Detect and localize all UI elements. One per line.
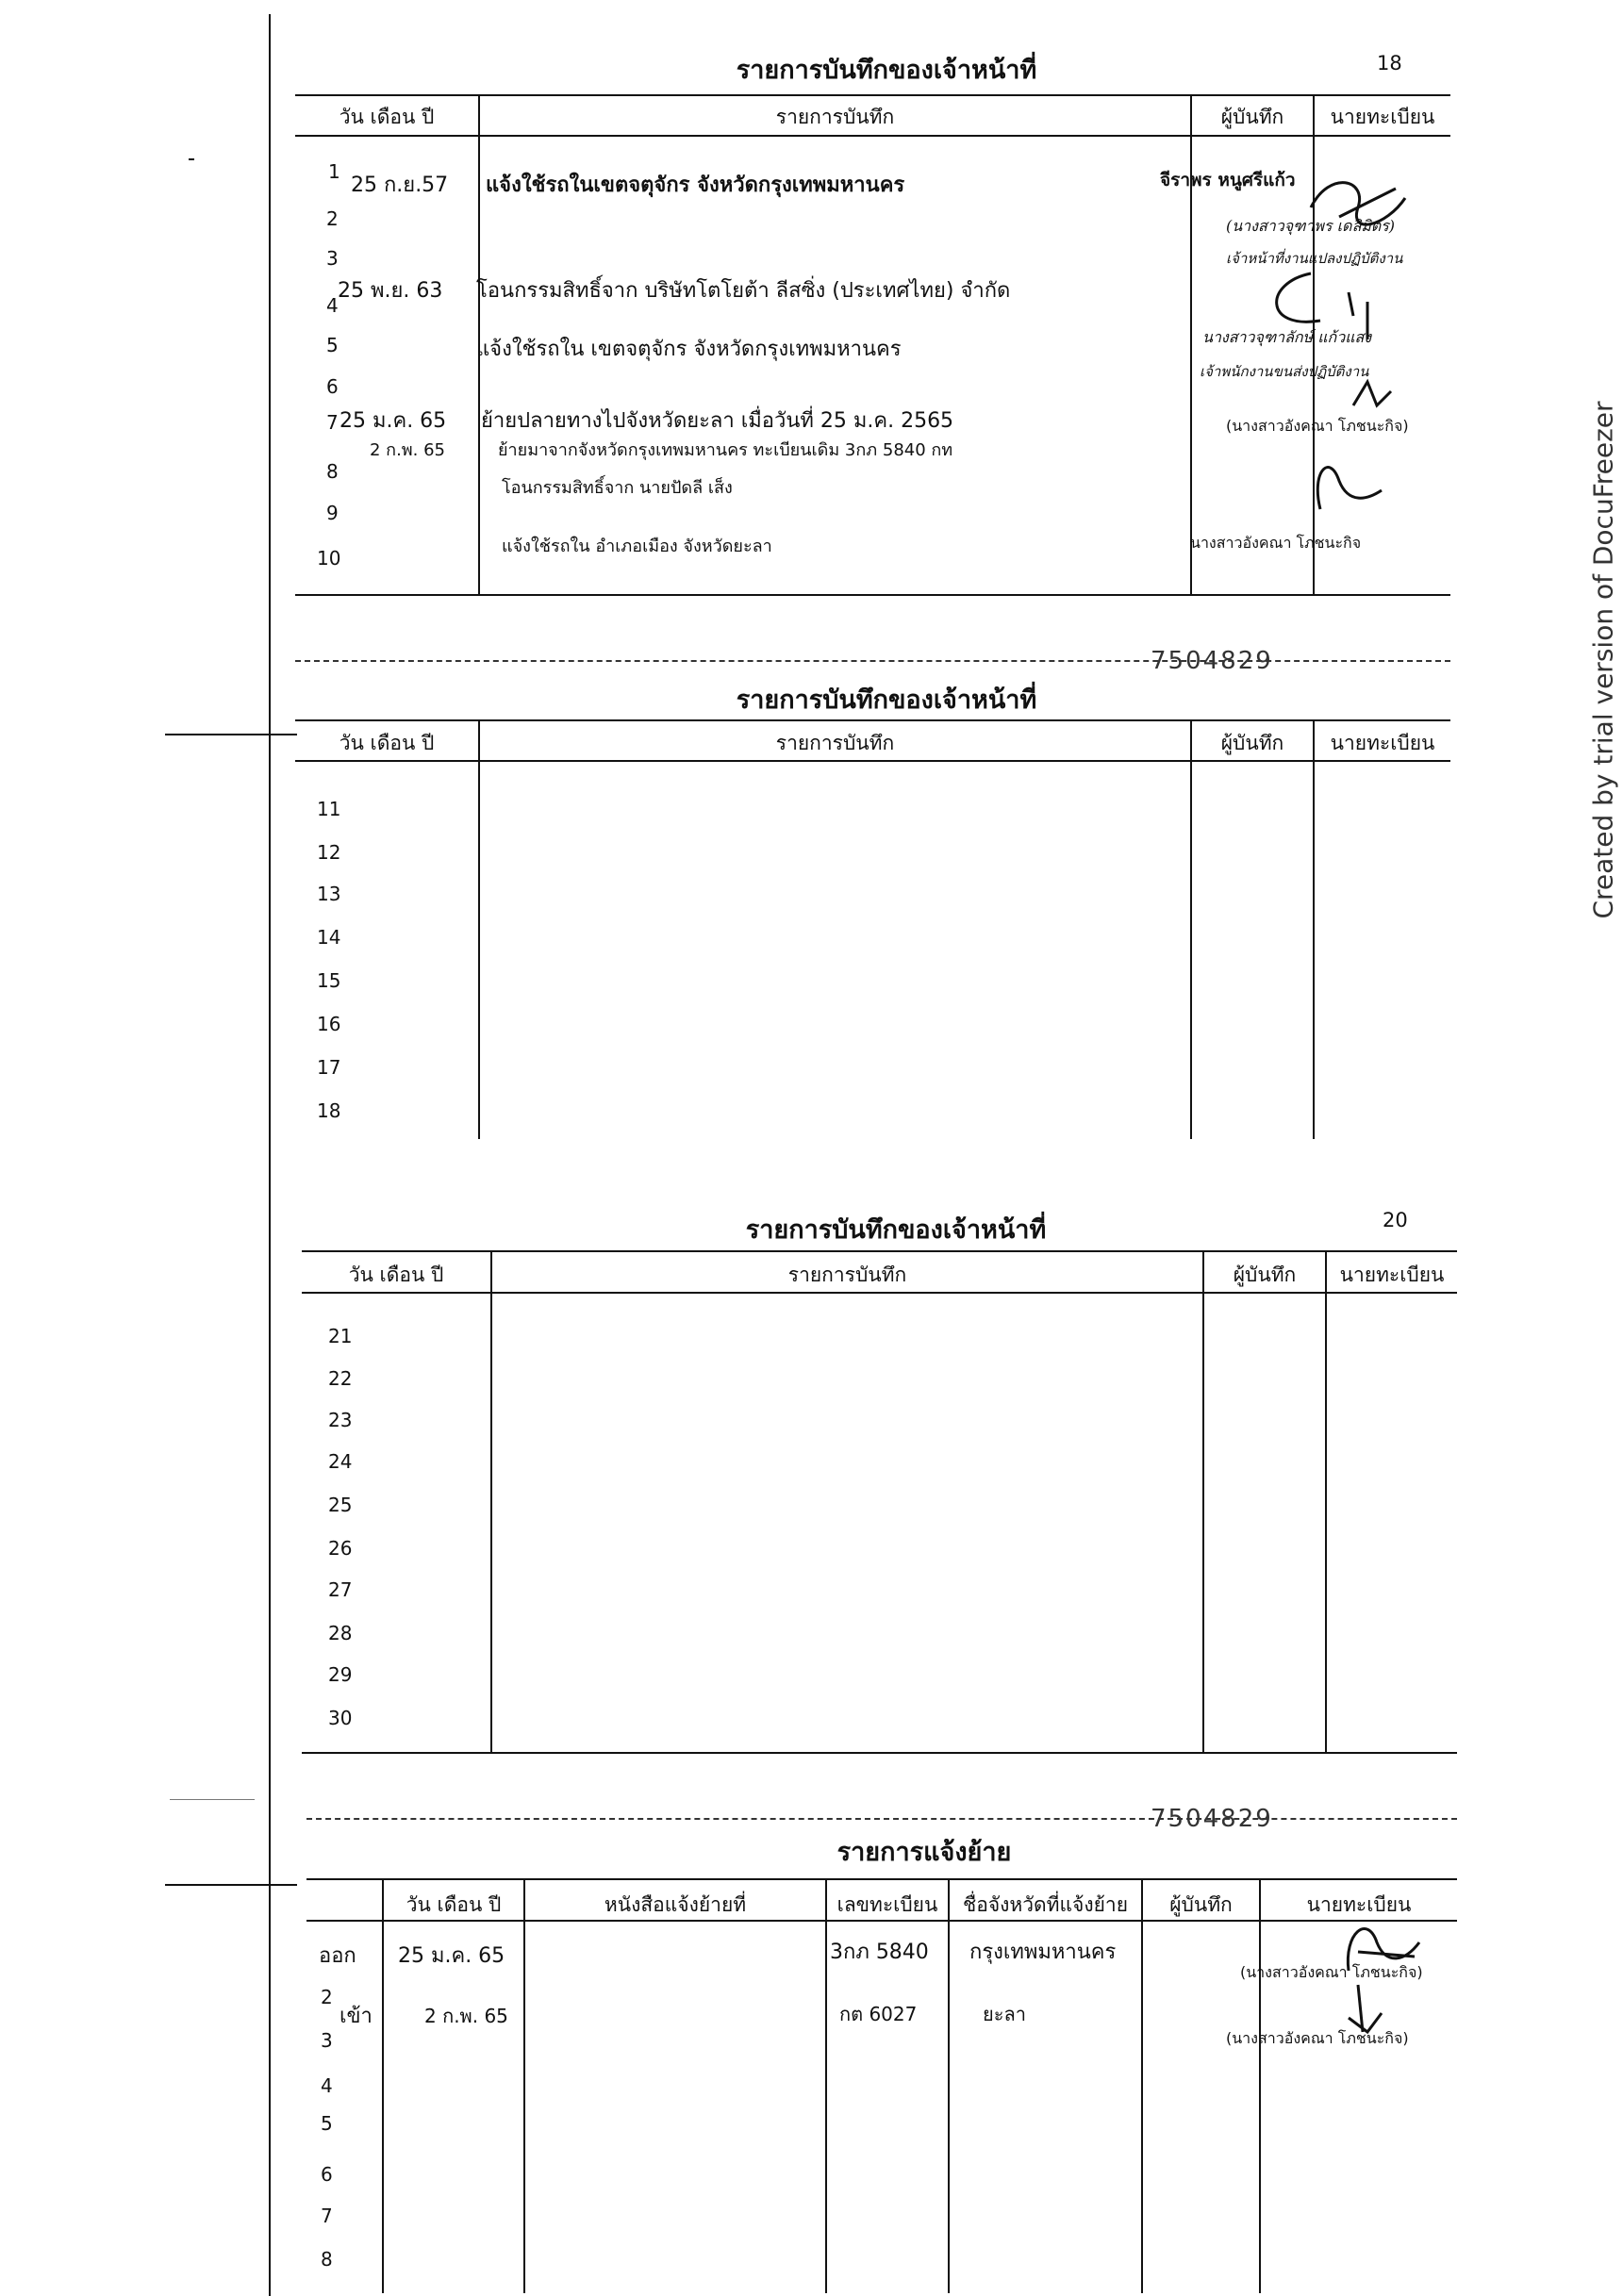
- row-number: 6: [326, 375, 339, 398]
- row-number: 17: [317, 1056, 341, 1079]
- row-number: 28: [328, 1622, 353, 1644]
- header-recorder: ผู้บันทึก: [1169, 1893, 1233, 1916]
- binding-line: [269, 14, 271, 2296]
- row-number: 16: [317, 1013, 341, 1035]
- transfer-date: 25 ม.ค. 65: [398, 1944, 505, 1968]
- signature-scribble: [1254, 264, 1386, 349]
- table-top-border: [295, 94, 1450, 96]
- transfer-date: 2 ก.พ. 65: [424, 2005, 508, 2027]
- table-bottom-border: [295, 594, 1450, 596]
- header-date: วัน เดือน ปี: [339, 732, 435, 754]
- row-number: 18: [317, 1099, 341, 1122]
- transfer-plate: กต 6027: [839, 2003, 918, 2025]
- page-number: 18: [1377, 52, 1402, 74]
- table-bottom-border: [302, 1752, 1457, 1754]
- page-separator: [306, 1818, 1457, 1820]
- scan-mark: [170, 1799, 255, 1800]
- signature-name: นางสาวอังคณา โภชนะกิจ: [1190, 534, 1362, 552]
- row-number: 29: [328, 1663, 353, 1686]
- transfer-province: กรุงเทพมหานคร: [969, 1941, 1117, 1964]
- page-title: รายการบันทึกของเจ้าหน้าที่: [745, 1215, 1047, 1245]
- signature-position: เจ้าพนักงานขนส่งปฏิบัติงาน: [1200, 363, 1369, 380]
- column-divider: [1313, 719, 1315, 1139]
- column-divider: [948, 1878, 950, 2293]
- entry-date: 25 ม.ค. 65: [340, 409, 447, 433]
- header-date: วัน เดือน ปี: [339, 106, 435, 128]
- column-divider: [825, 1878, 827, 2293]
- transfer-plate: 3กภ 5840: [830, 1941, 929, 1964]
- row-number: 30: [328, 1707, 353, 1729]
- signature-scribble: [1349, 377, 1405, 415]
- signature-position: เจ้าหน้าที่งานแปลงปฏิบัติงาน: [1226, 250, 1403, 267]
- watermark-text: Created by trial version of DocuFreezer: [1587, 401, 1619, 919]
- row-number: 15: [317, 969, 341, 992]
- page-title: รายการบันทึกของเจ้าหน้าที่: [736, 685, 1037, 715]
- row-number: 12: [317, 841, 341, 864]
- transfer-signer: (นางสาวอังคณา โภชนะกิจ): [1240, 1963, 1423, 1981]
- row-number: 27: [328, 1578, 353, 1601]
- row-number: 9: [326, 502, 339, 524]
- row-number: 11: [317, 798, 341, 820]
- page-title: รายการบันทึกของเจ้าหน้าที่: [736, 56, 1037, 85]
- table-top-border: [295, 719, 1450, 721]
- row-number: 26: [328, 1537, 353, 1560]
- header-bottom-border: [302, 1292, 1457, 1294]
- row-number: 5: [326, 334, 339, 356]
- row-number: 10: [317, 547, 341, 570]
- signature-scribble: [1339, 1914, 1424, 1980]
- header-recorder: ผู้บันทึก: [1233, 1264, 1297, 1286]
- header-recorder: ผู้บันทึก: [1220, 106, 1284, 128]
- scan-mark: [189, 158, 194, 160]
- row-number: 24: [328, 1450, 353, 1473]
- entry-date: 25 ก.ย.57: [351, 173, 449, 197]
- scan-mark: [165, 734, 297, 735]
- serial-stamp: 7504829: [1151, 1805, 1273, 1833]
- column-divider: [382, 1878, 384, 2293]
- header-registrar: นายทะเบียน: [1330, 106, 1435, 128]
- column-divider: [478, 719, 480, 1139]
- header-plate: เลขทะเบียน: [836, 1893, 938, 1916]
- entry-text: แจ้งใช้รถในเขตจตุจักร จังหวัดกรุงเทพมหานคร: [486, 173, 905, 197]
- page-separator: [295, 660, 1450, 662]
- entry-text: โอนกรรมสิทธิ์จาก บริษัทโตโยต้า ลีสซิ่ง (ประเทศไทย) จำกัด: [476, 279, 1011, 303]
- row-number: 2: [326, 207, 339, 230]
- row-number: 3: [321, 2029, 333, 2052]
- column-divider: [1190, 719, 1192, 1139]
- signature-scribble: [1339, 1980, 1405, 2037]
- signature-name: (นางสาวอังคณา โภชนะกิจ): [1226, 417, 1409, 435]
- row-number: 21: [328, 1325, 353, 1347]
- row-number: 7: [321, 2205, 333, 2227]
- signature-name: นางสาวจุฑาลักษ์ แก้วแสง: [1202, 328, 1372, 346]
- row-number: 23: [328, 1409, 353, 1431]
- transfer-type: เข้า: [340, 2005, 373, 2028]
- header-record: รายการบันทึก: [775, 732, 895, 754]
- entry-text: ย้ายปลายทางไปจังหวัดยะลา เมื่อวันที่ 25 ม.ค. 2565: [481, 409, 954, 433]
- signature-name: จีราพร หนูศรีแก้ว: [1160, 170, 1296, 190]
- column-divider: [1259, 1878, 1261, 2293]
- scan-mark: [165, 1884, 297, 1886]
- entry-date: 25 พ.ย. 63: [338, 279, 443, 303]
- header-province: ชื่อจังหวัดที่แจ้งย้าย: [962, 1893, 1129, 1916]
- header-registrar: นายทะเบียน: [1339, 1264, 1445, 1286]
- row-number: 25: [328, 1494, 353, 1516]
- page-number: 20: [1383, 1209, 1408, 1231]
- entry-text: โอนกรรมสิทธิ์จาก นายปัดลี เส็ง: [502, 478, 733, 498]
- column-divider: [1325, 1250, 1327, 1752]
- row-number: 6: [321, 2163, 333, 2186]
- header-date: วัน เดือน ปี: [348, 1264, 444, 1286]
- header-date: วัน เดือน ปี: [406, 1893, 502, 1916]
- row-number: 4: [321, 2074, 333, 2097]
- header-record: รายการบันทึก: [787, 1264, 907, 1286]
- row-number: 13: [317, 883, 341, 905]
- header-registrar: นายทะเบียน: [1330, 732, 1435, 754]
- entry-text: แจ้งใช้รถใน อำเภอเมือง จังหวัดยะลา: [502, 537, 772, 556]
- serial-stamp: 7504829: [1151, 647, 1273, 675]
- table-top-border: [306, 1878, 1457, 1880]
- row-number: 2: [321, 1986, 333, 2008]
- header-bottom-border: [295, 135, 1450, 137]
- transfer-signer: (นางสาวอังคณา โภชนะกิจ): [1226, 2029, 1409, 2047]
- row-number: 14: [317, 926, 341, 949]
- page-title: รายการแจ้งย้าย: [836, 1838, 1012, 1867]
- entry-text: ย้ายมาจากจังหวัดกรุงเทพมหานคร ทะเบียนเดิม 3กภ 5840 กท: [498, 440, 953, 460]
- signature-scribble: [1301, 170, 1415, 245]
- row-number: 5: [321, 2112, 333, 2135]
- table-top-border: [302, 1250, 1457, 1252]
- entry-date: 2 ก.พ. 65: [370, 440, 446, 460]
- transfer-province: ยะลา: [983, 2003, 1026, 2025]
- row-number: 1: [328, 160, 340, 183]
- transfer-type: ออก: [319, 1944, 356, 1968]
- header-recorder: ผู้บันทึก: [1220, 732, 1284, 754]
- column-divider: [1202, 1250, 1204, 1752]
- signature-scribble: [1311, 453, 1386, 519]
- column-divider: [1141, 1878, 1143, 2293]
- row-number: 7: [326, 411, 339, 434]
- header-record: รายการบันทึก: [775, 106, 895, 128]
- header-registrar: นายทะเบียน: [1306, 1893, 1412, 1916]
- row-number: 8: [326, 460, 339, 483]
- row-number: 3: [326, 247, 339, 270]
- row-number: 4: [326, 294, 339, 317]
- header-letter: หนังสือแจ้งย้ายที่: [604, 1893, 747, 1916]
- column-divider: [523, 1878, 525, 2293]
- row-number: 22: [328, 1367, 353, 1390]
- entry-text: แจ้งใช้รถใน เขตจตุจักร จังหวัดกรุงเทพมหานคร: [476, 338, 902, 361]
- row-number: 8: [321, 2248, 333, 2271]
- column-divider: [490, 1250, 492, 1752]
- header-bottom-border: [295, 760, 1450, 762]
- signature-name: (นางสาวจุฑาพร เดลิมิตร): [1226, 217, 1396, 235]
